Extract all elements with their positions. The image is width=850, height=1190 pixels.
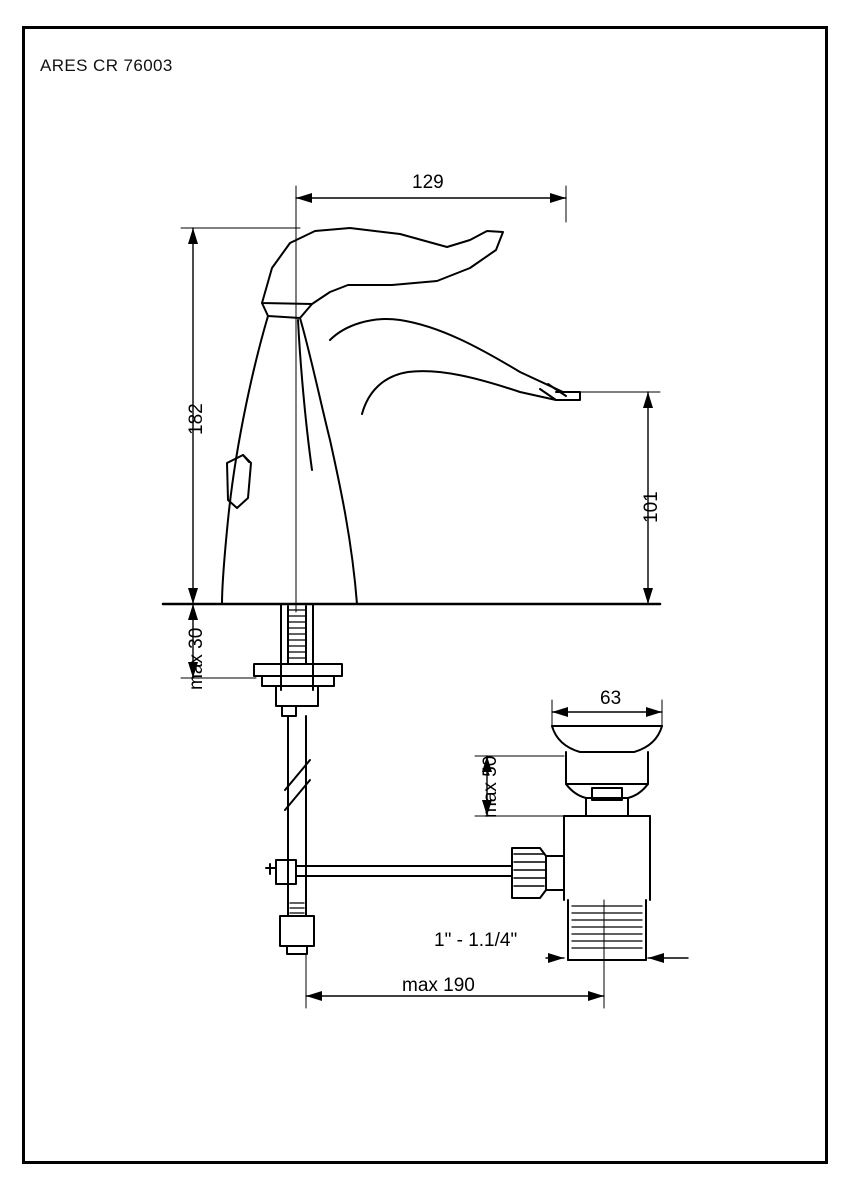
dim-129-arrow-left — [296, 193, 312, 203]
waste-knob-collar — [546, 856, 564, 890]
dim-thread-arrow — [548, 953, 564, 963]
mounting-nut — [276, 686, 318, 706]
dim-182-arrow-top — [188, 228, 198, 244]
mounting-plate — [262, 676, 334, 686]
waste-cone-lower — [566, 784, 648, 798]
dim-label-max-190: max 190 — [402, 975, 475, 996]
dim-129-arrow-right — [550, 193, 566, 203]
waste-cone-upper — [566, 752, 648, 784]
dim-63-arrow-left — [552, 707, 568, 717]
dim-101-arrow-bottom — [643, 588, 653, 604]
spout-tip-detail-2 — [548, 384, 566, 396]
mounting-nut-stub — [282, 706, 296, 716]
mounting-washer — [254, 664, 342, 676]
page-title: ARES CR 76003 — [40, 56, 173, 75]
dim-max190-arrow-right — [588, 991, 604, 1001]
waste-knob-knurl — [514, 854, 546, 886]
dim-thread-arrow-right — [648, 953, 664, 963]
body-left-profile — [222, 316, 268, 604]
hose-nut-tip — [287, 946, 307, 954]
hose-thread-hatch — [290, 903, 304, 913]
hose-nut — [280, 916, 314, 946]
dim-max30-arrow-top — [188, 604, 198, 620]
dim-label-thread-size: 1" - 1.1/4" — [434, 930, 518, 951]
dim-101-arrow-top — [643, 392, 653, 408]
body-inner-contour — [298, 320, 312, 470]
body-right-profile — [300, 318, 357, 604]
spout-outline — [330, 319, 580, 414]
waste-lever-knob — [512, 848, 546, 898]
dim-label-101: 101 — [641, 491, 662, 523]
dim-label-129: 129 — [412, 172, 444, 193]
dim-max190-arrow-left — [306, 991, 322, 1001]
dim-63-arrow-right — [646, 707, 662, 717]
lever-pivot-cap — [262, 303, 312, 318]
waste-flange-profile — [552, 726, 662, 752]
dim-label-182: 182 — [186, 403, 207, 435]
dim-label-63: 63 — [600, 688, 622, 709]
linkage-clamp — [276, 860, 296, 884]
shank-thread-hatch — [288, 610, 306, 658]
dim-182-arrow-bottom — [188, 588, 198, 604]
waste-thread-hatch — [572, 906, 642, 948]
dim-label-max-30: max 30 — [186, 627, 207, 690]
dim-label-max-50: max 50 — [480, 755, 501, 818]
faucet-lever-handle — [262, 228, 503, 304]
side-lever-detail-edge — [243, 455, 249, 462]
